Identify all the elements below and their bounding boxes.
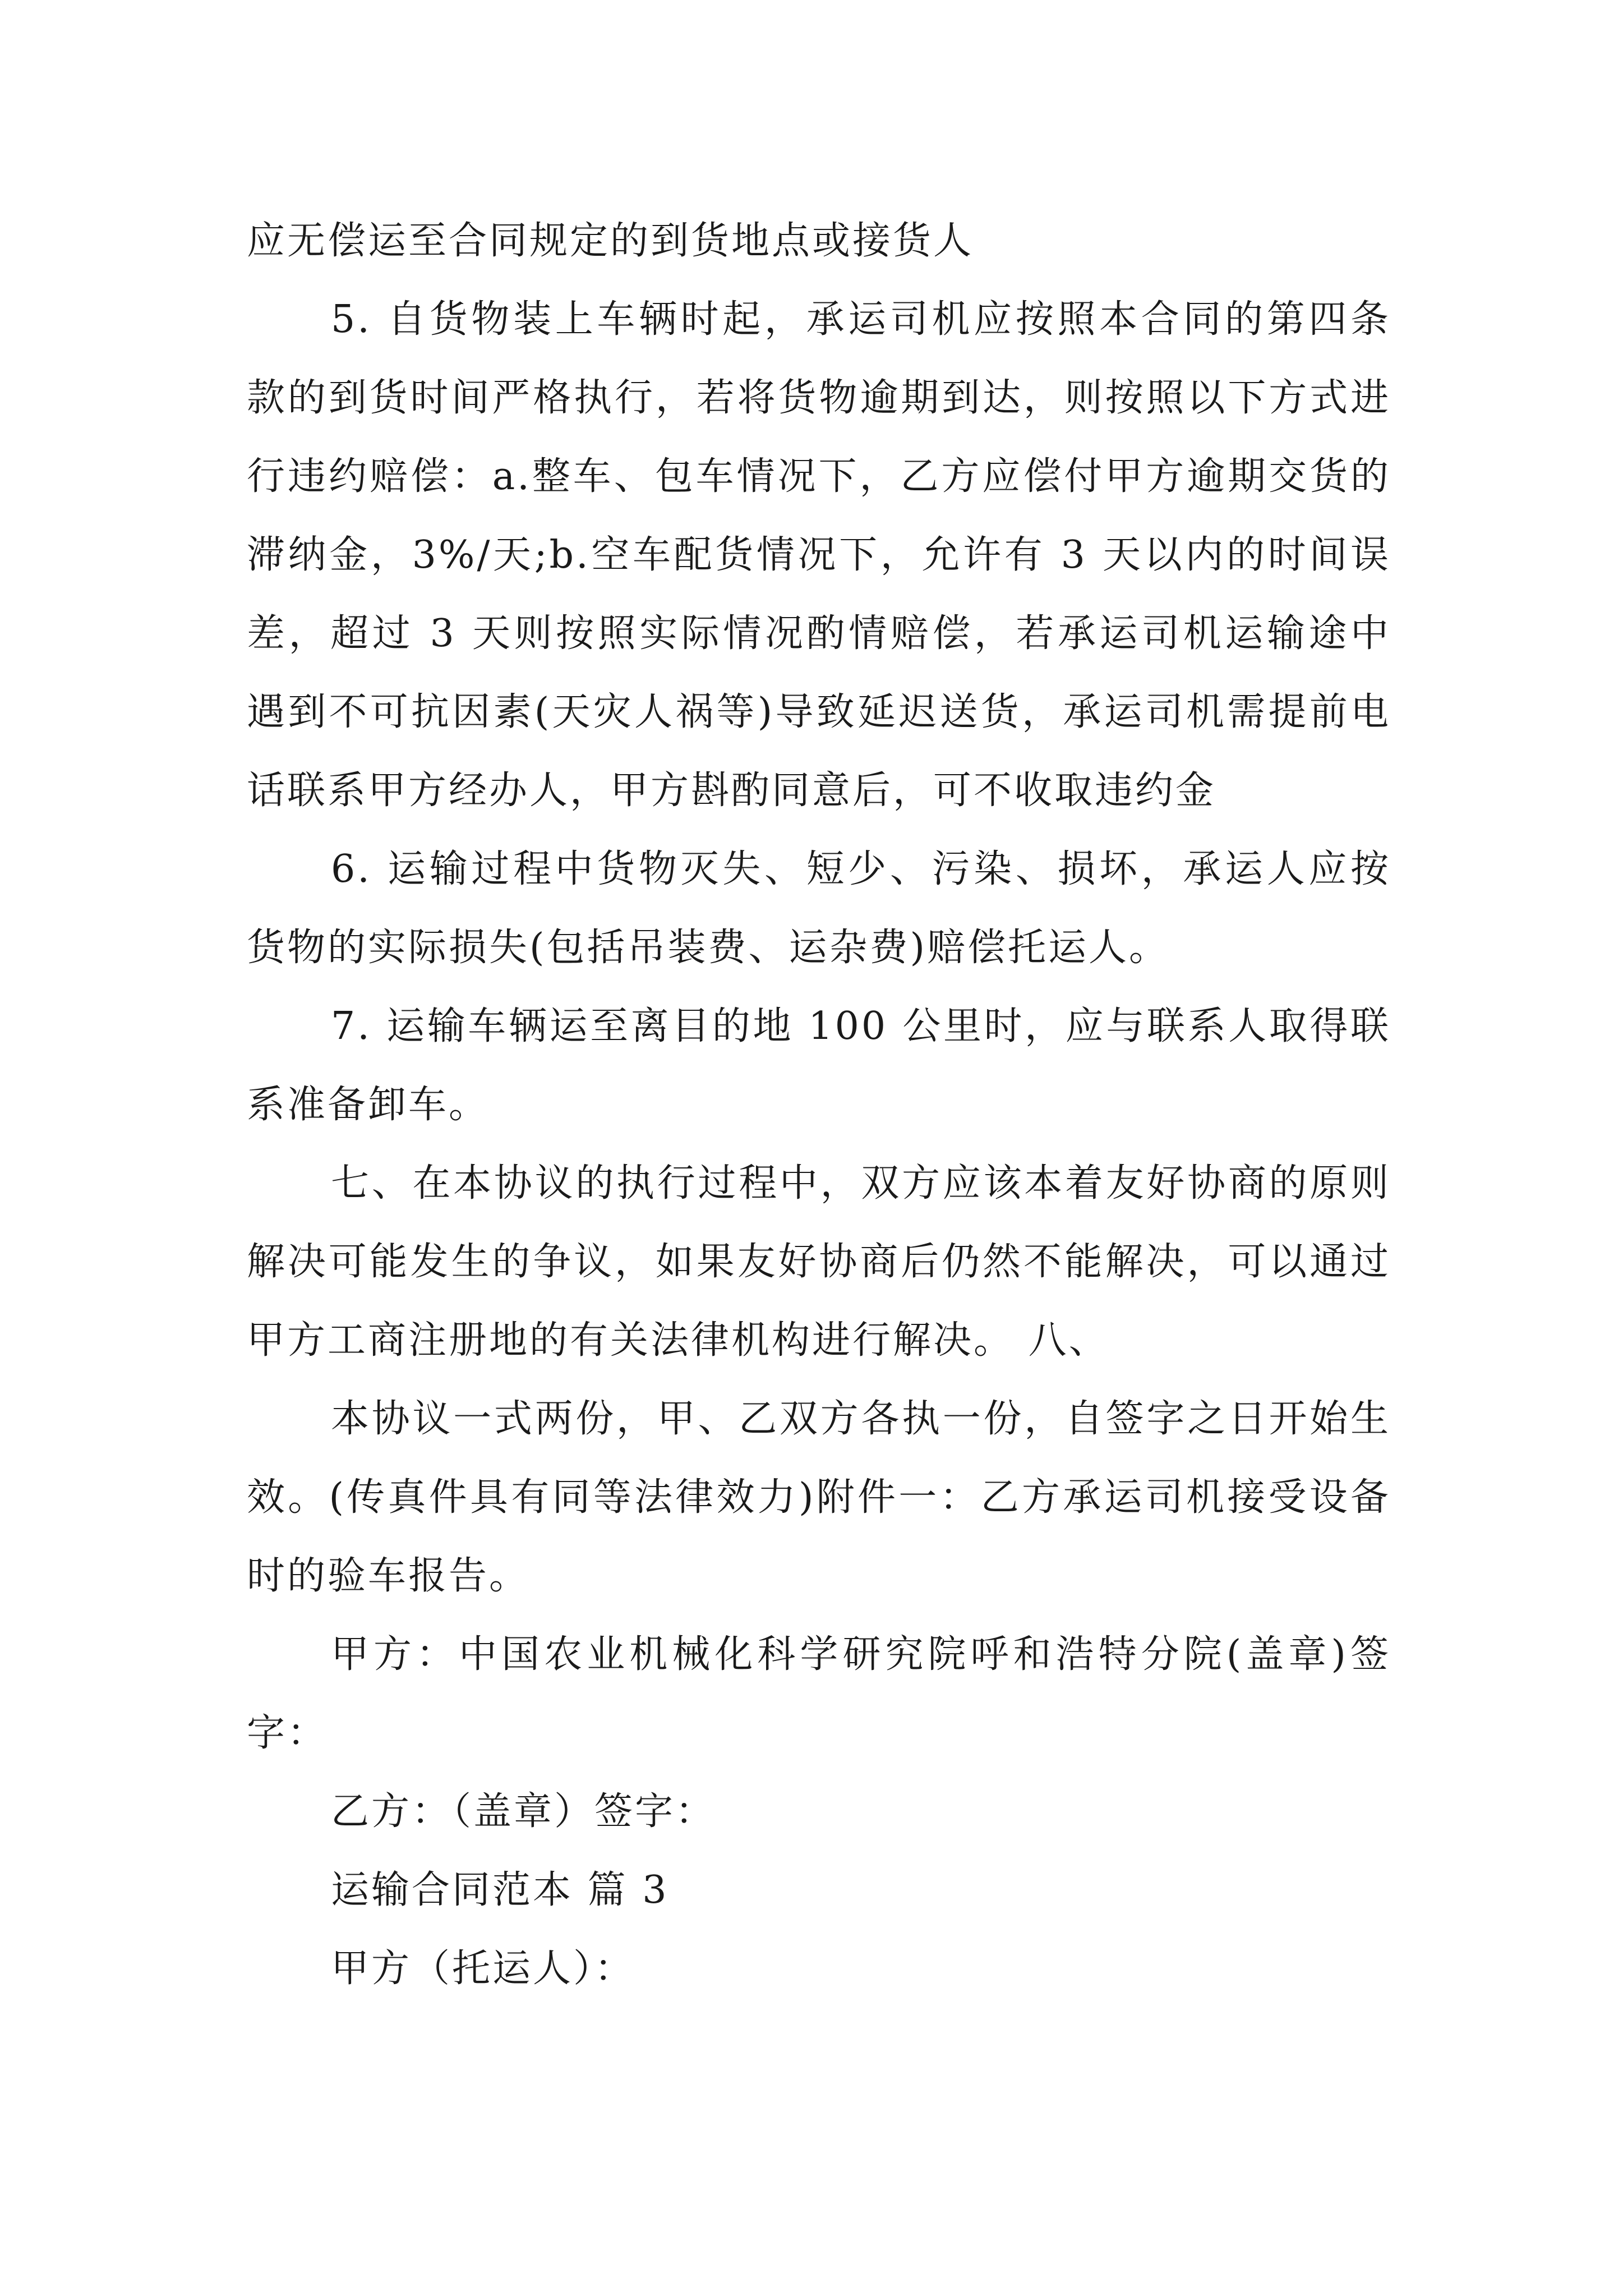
party-a-signature-line: 甲方：中国农业机械化科学研究院呼和浩特分院(盖章)签字：: [247, 1632, 1391, 1755]
paragraph-clause-5: 5. 自货物装上车辆时起，承运司机应按照本合同的第四条款的到货时间严格执行，若将货物逾期到达，则按照以下方式进行违约赔偿：a.整车、包车情况下，乙方应偿付甲方逾期交货的滞纳金，3%/天;b.空车配货情况下，允许有 3 天以内的时间误差，超过 3 天则按照实际情况酌情赔偿，若承运司机运输途中遇到不可抗因素(天灾人祸等)导致延迟送货，承运司机需提前电话联系甲方经办人，甲方斟酌同意后，可不收取违约金: [247, 297, 1391, 813]
section-heading: 运输合同范本 篇 3: [331, 1868, 669, 1912]
paragraph-article-7: 七、在本协议的执行过程中，双方应该本着友好协商的原则解决可能发生的争议，如果友好协商后仍然不能解决，可以通过甲方工商注册地的有关法律机构进行解决。 八、: [247, 1161, 1391, 1363]
party-a-shipper-line: 甲方（托运人）：: [331, 1947, 635, 1991]
document-body: [247, 202, 1391, 2008]
paragraph-article-8: 本协议一式两份，甲、乙双方各执一份，自签字之日开始生效。(传真件具有同等法律效力)附件一：乙方承运司机接受设备时的验车报告。: [247, 1397, 1391, 1598]
paragraph-continuation: 应无偿运至合同规定的到货地点或接货人: [247, 219, 974, 263]
party-b-signature-line: 乙方：（盖章）签字：: [331, 1789, 716, 1834]
paragraph-clause-6: 6. 运输过程中货物灭失、短少、污染、损坏，承运人应按货物的实际损失(包括吊装费、运杂费)赔偿托运人。: [247, 847, 1391, 970]
paragraph-clause-7: 7. 运输车辆运至离目的地 100 公里时，应与联系人取得联系准备卸车。: [247, 1004, 1391, 1127]
